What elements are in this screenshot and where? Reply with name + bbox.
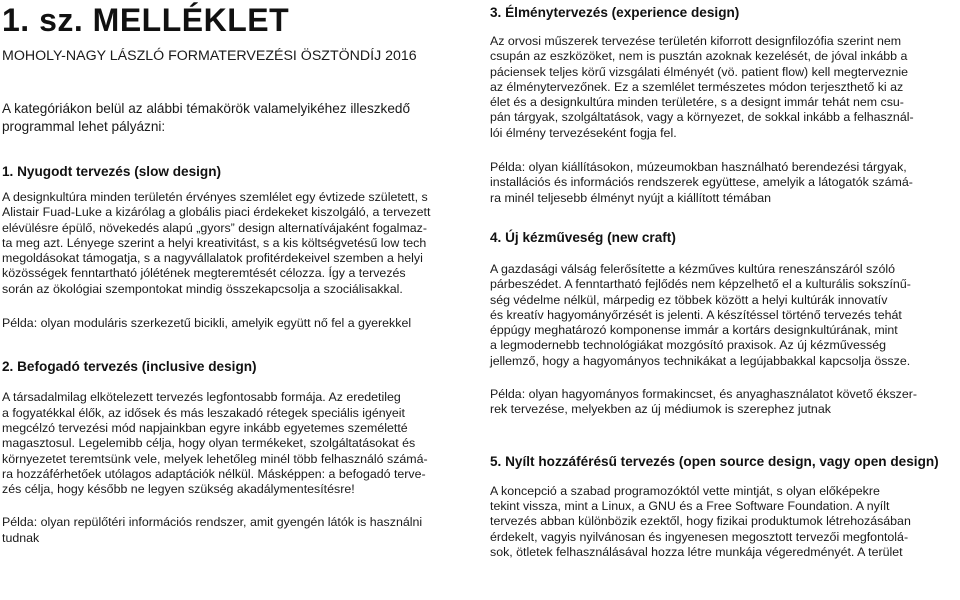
section-5-body (490, 484, 952, 560)
body-line: jellemző, hogy a hagyományos technikákat a legújabbakkal kapcsolja össze. (490, 353, 911, 368)
body-line: megoldásokat támogatja, s a nagyvállalatok profitérdekeivel szemben a helyi (2, 251, 423, 266)
body-line: pán tárgyak, szolgáltatások, vagy a környezet, de sokkal inkább a felhasznál- (490, 110, 914, 125)
body-line: élet és a designkultúra minden területére, s a designt immár tehát nem csu- (490, 95, 904, 110)
intro-paragraph (2, 100, 470, 136)
right-column (490, 0, 952, 560)
body-line: az élménytervezőnek. Ez a szemlélet természetes módon terjeszthető ki az (490, 79, 904, 94)
body-line: lói élmény tervezéseként fogja fel. (490, 125, 677, 140)
section-1-heading: 1. Nyugodt tervezés (slow design) (2, 164, 222, 179)
left-column (2, 0, 470, 546)
section-3-example (490, 160, 952, 206)
section-2-heading: 2. Befogadó tervezés (inclusive design) (2, 359, 257, 375)
section-2-example (2, 515, 470, 546)
intro-line: programmal lehet pályázni: (2, 119, 166, 134)
body-line: sok, ötletek felhasználásával hozza létre munkája végeredményét. A terület (490, 544, 903, 559)
section-4-example (490, 387, 952, 418)
section-5-heading: 5. Nyílt hozzáférésű tervezés (open source design, vagy open design) (490, 453, 939, 469)
body-line: Az orvosi műszerek tervezése területén kiforrott designfilozófia szerint nem (490, 34, 902, 48)
body-line: és kreatív hagyományőrzését is jelenti. A készítéssel történő tervezés tehát (490, 307, 902, 322)
body-line: A társadalmilag elkötelezett tervezés legfontosabb formája. Az eredetileg (2, 390, 401, 405)
example-line: ra minél teljesebb élményt nyújt a kiállított témában (490, 190, 771, 205)
body-line: A koncepció a szabad programozóktól vette mintját, s olyan előképekre (490, 483, 880, 498)
body-line: tekint vissza, mint a Linux, a GNU és a Free Software Foundation. A nyílt (490, 498, 890, 513)
body-line: zés célja, hogy később ne legyen szükség akadálymentesítésre! (2, 482, 355, 497)
body-line: során az ökológiai szempontokat mindig összekapcsolja a szociálisakkal. (2, 281, 403, 296)
body-line: páciensek teljes körű vizsgálati élményét (vö. patient flow) kell megterveznie (490, 64, 909, 79)
example-line: Példa: olyan hagyományos formakincset, és anyaghasználatot követő ékszer- (490, 387, 918, 402)
body-line: ség védelme nélkül, márpedig ez többek között a helyi kultúrák innovatív (490, 292, 888, 307)
intro-line: A kategóriákon belül az alábbi témakörök valamelyikéhez illeszkedő (2, 101, 411, 116)
section-4-body (490, 262, 952, 369)
section-1-example (2, 316, 470, 331)
example-line: rek tervezése, melyekben az új médiumok is szerephez jutnak (490, 402, 831, 417)
section-3-body (490, 34, 952, 141)
body-line: csupán az eszközöket, nem is pusztán azoknak kezelését, de jóval inkább a (490, 49, 908, 64)
body-line: a legmodernebb technológiákat mozgósító praxisok. Az új kézművesség (490, 338, 887, 353)
example-line: installációs és információs rendszerek együttese, amelyik a látogatók számá- (490, 175, 913, 190)
body-line: a fogyatékkal élők, az idősek és más leszakadó rétegek speciális igényeit (2, 405, 405, 420)
body-line: elévülésre épülő, növekedés alapú „gyors” design alternatívájaként fogalmaz- (2, 220, 427, 235)
example-line: Példa: olyan kiállításokon, múzeumokban használható berendezési tárgyak, (490, 160, 907, 175)
document-title: 1. sz. MELLÉKLET (2, 2, 290, 38)
example-line: tudnak (2, 530, 40, 545)
body-line: környezetet teremtsünk vele, melyek lehetőleg minél több felhasználó számá- (2, 451, 428, 466)
section-2-body (2, 390, 470, 497)
body-line: Alistair Fuad-Luke a kizárólag a globális piaci érdekeket kiszolgáló, a tervezett (2, 205, 431, 220)
section-1-body (2, 190, 470, 297)
body-line: megcélzó tervezési mód napjainkban egyre inkább egyetemes személetté (2, 420, 408, 435)
body-line: érdekelt, vagyis nyilvánosan és ingyenesen megosztott tervezői megfontolá- (490, 529, 909, 544)
body-line: magasztosul. Legelemibb célja, hogy olyan termékeket, szolgáltatásokat és (2, 436, 416, 451)
body-line: tervezés abban különbözik ezektől, hogy fizikai produktumok létrehozásában (490, 514, 911, 529)
body-line: éppúgy meghatározó komponense immár a kortárs designkultúrának, mint (490, 323, 898, 338)
body-line: ra hozzáférhetőek utólagos adaptációk nélkül. Másképpen: a befogadó terve- (2, 466, 426, 481)
body-line: párbeszédet. A fenntartható fejlődés nem képzelhető el a kulturális sokszínű- (490, 277, 911, 292)
section-3-heading: 3. Élménytervezés (experience design) (490, 5, 740, 20)
scholarship-subtitle: MOHOLY-NAGY LÁSZLÓ FORMATERVEZÉSI ÖSZTÖNDÍJ 2016 (2, 48, 417, 64)
section-4-heading: 4. Új kézműveség (new craft) (490, 229, 676, 245)
example-line: Példa: olyan repülőtéri információs rendszer, amit gyengén látók is használni (2, 515, 423, 530)
example-line: Példa: olyan moduláris szerkezetű bicikli, amelyik együtt nő fel a gyerekkel (2, 316, 412, 331)
body-line: közösségek fenntartható jólétének megteremtését célozza. Így a tervezés (2, 266, 406, 281)
body-line: A designkultúra minden területén érvényes szemlélet egy évtizede született, s (2, 190, 428, 204)
body-line: A gazdasági válság felerősítette a kézműves kultúra reneszánszáról szóló (490, 261, 895, 276)
body-line: ta meg azt. Lényege szerint a helyi kreativitást, s a kis költségvetésű low tech (2, 235, 427, 250)
